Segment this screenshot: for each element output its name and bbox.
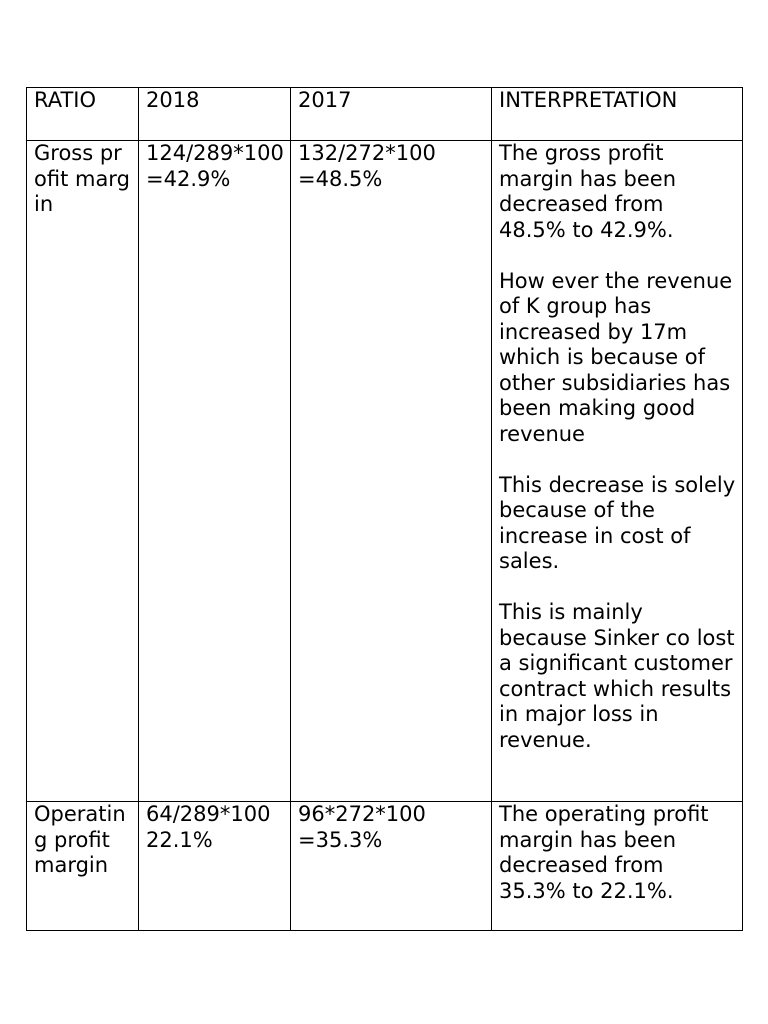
interpretation-cell <box>492 141 743 802</box>
ratio-2017-cell <box>291 141 492 802</box>
ratio-analysis-table <box>26 87 743 931</box>
ratio-2017-cell <box>291 802 492 931</box>
ratio-name-cell: Operating profit margin <box>27 802 139 931</box>
header-2018: 2018 <box>139 88 291 141</box>
ratio-2018-cell <box>139 141 291 802</box>
ratio-2018-calc: 64/289*100 <box>146 802 271 826</box>
interpretation-paragraph: How ever the revenue of K group has increased by 17m which is because of other subsidiaries has been making good revenue <box>499 268 733 446</box>
interpretation-paragraph: This decrease is solely because of the increase in cost of sales. <box>499 472 736 573</box>
ratio-2018-cell <box>139 802 291 931</box>
header-ratio: RATIO <box>27 88 139 141</box>
ratio-2017-calc: 132/272*100 <box>298 141 436 165</box>
ratio-2017-result: =35.3% <box>298 827 383 852</box>
ratio-name-cell: Gross profit margin <box>27 141 139 802</box>
header-interpretation: INTERPRETATION <box>492 88 743 141</box>
ratio-2018-result: =42.9% <box>146 166 231 191</box>
ratio-2017-calc: 96*272*100 <box>298 802 426 826</box>
interpretation-paragraph: The gross profit margin has been decreased from 48.5% to 42.9%. <box>499 141 677 242</box>
header-2017: 2017 <box>291 88 492 141</box>
table-row-gross-profit-margin <box>27 141 743 802</box>
ratio-2018-result: 22.1% <box>146 827 213 852</box>
table-header-row <box>27 88 743 141</box>
ratio-2018-calc: 124/289*100 <box>146 141 284 165</box>
table-row-operating-profit-margin <box>27 802 743 931</box>
interpretation-paragraph: This is mainly because Sinker co lost a significant customer contract which results in major loss in revenue. <box>499 600 735 752</box>
interpretation-paragraph: The operating profit margin has been decreased from 35.3% to 22.1%. <box>499 802 709 903</box>
interpretation-cell <box>492 802 743 931</box>
ratio-2017-result: =48.5% <box>298 166 383 191</box>
